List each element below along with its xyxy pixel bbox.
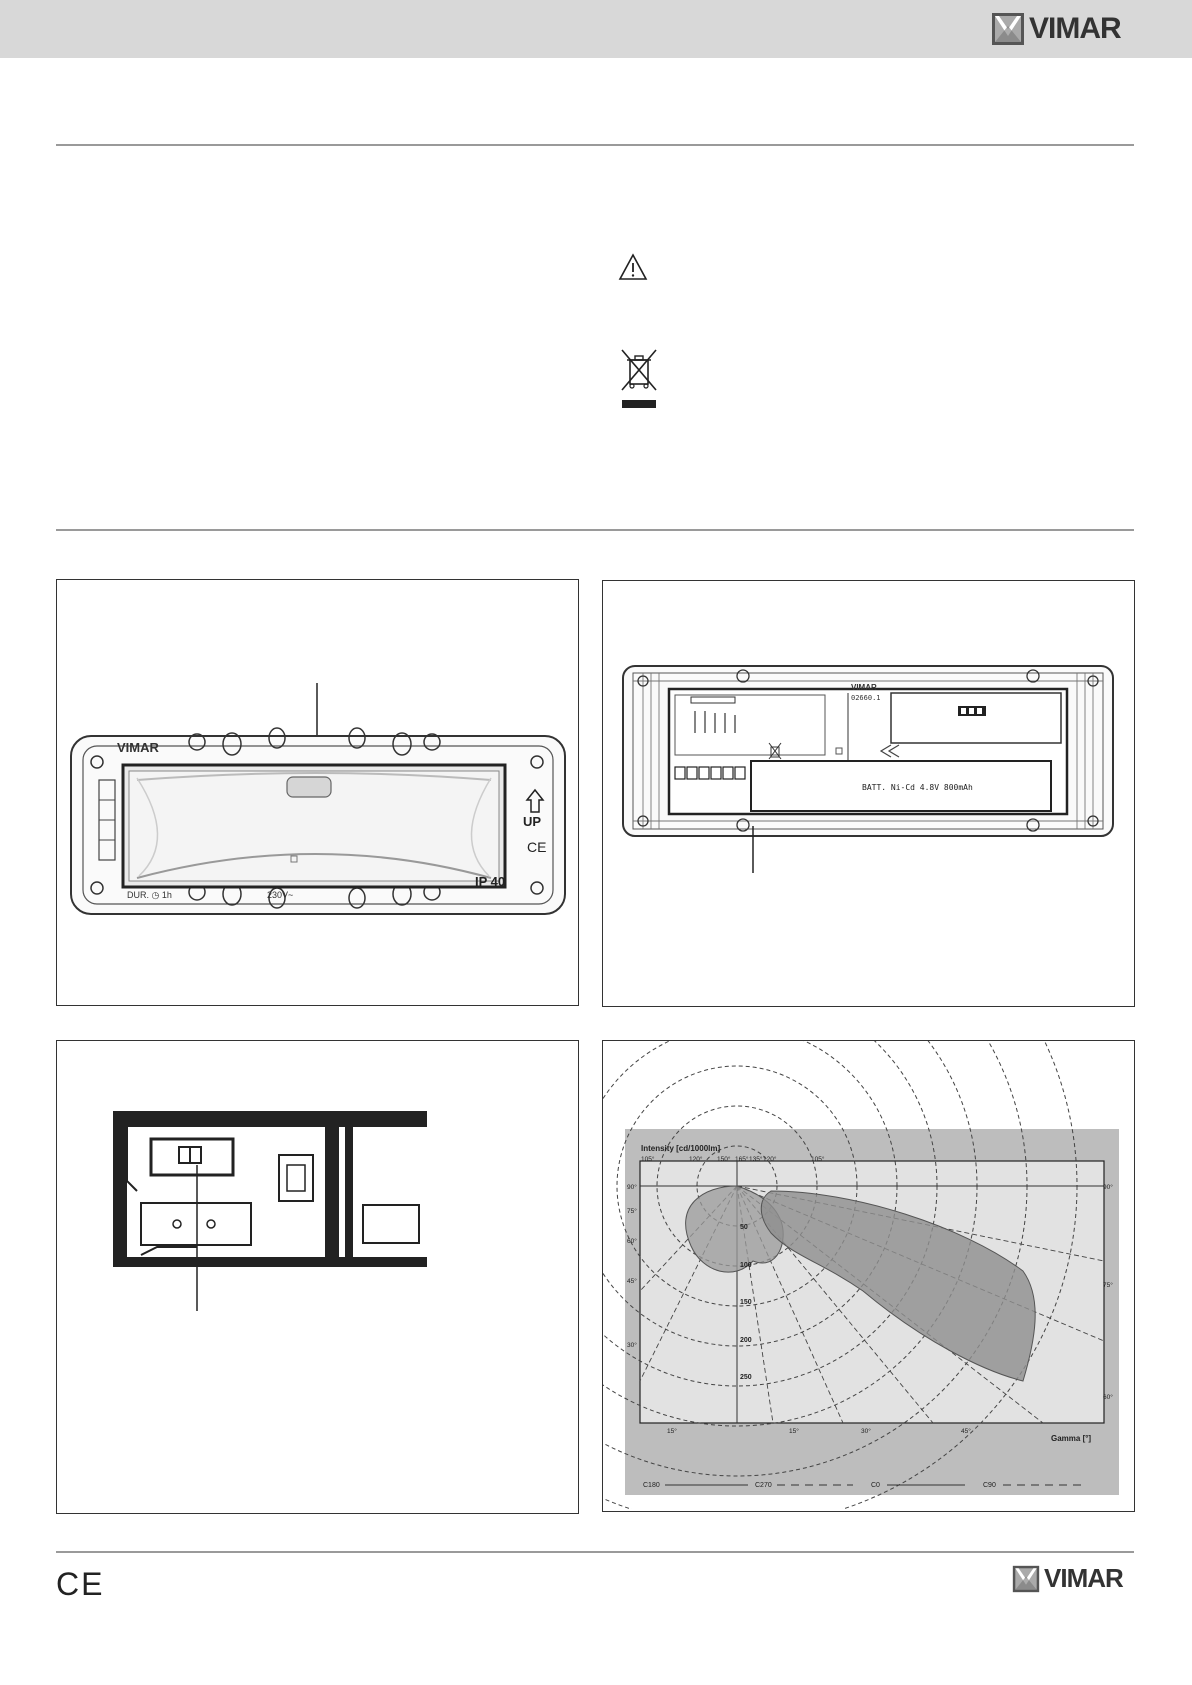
vimar-logo-icon xyxy=(991,12,1025,46)
front-brand: VIMAR xyxy=(117,740,159,755)
polar-top-angle-3: 165° xyxy=(735,1156,749,1163)
polar-left-angle-3: 45° xyxy=(627,1278,637,1285)
weee-bin-icon xyxy=(618,348,660,410)
footer-brand: VIMAR xyxy=(1044,1563,1123,1593)
polar-left-angle-1: 75° xyxy=(627,1208,637,1215)
polar-top-angle-0: 105° xyxy=(641,1156,655,1163)
divider-middle xyxy=(56,529,1134,531)
polar-bottom-angle-3: 45° xyxy=(961,1428,971,1435)
divider-footer xyxy=(56,1551,1134,1553)
polar-top-angle-1: 120° xyxy=(689,1156,703,1163)
polar-right-angle-1: 75° xyxy=(1103,1282,1113,1289)
front-ip-label: IP 40 xyxy=(475,874,506,889)
front-view-drawing xyxy=(57,580,577,1004)
polar-legend-c0: C0 xyxy=(871,1482,880,1489)
header-bar xyxy=(0,0,1192,58)
polar-radial-50: 50 xyxy=(740,1224,748,1231)
back-brand: VIMAR xyxy=(851,683,877,692)
header-brand: VIMAR xyxy=(1029,12,1121,45)
warning-icon xyxy=(618,253,648,281)
polar-legend-c270: C270 xyxy=(755,1482,772,1489)
footer-logo xyxy=(1012,1563,1123,1594)
polar-radial-250: 250 xyxy=(740,1374,752,1381)
ce-mark: CE xyxy=(56,1566,105,1602)
polar-radial-150: 150 xyxy=(740,1299,752,1306)
polar-diagram-drawing xyxy=(603,1041,1133,1509)
front-voltage-label: 230V~ xyxy=(267,890,294,900)
figure-front-view xyxy=(56,579,579,1006)
front-up-label: UP xyxy=(523,814,542,829)
polar-left-angle-2: 60° xyxy=(627,1238,637,1245)
front-ce-label: CE xyxy=(527,839,547,855)
polar-radial-200: 200 xyxy=(740,1337,752,1344)
polar-left-angle-4: 30° xyxy=(627,1342,637,1349)
figure-back-view xyxy=(602,580,1135,1007)
polar-bottom-angle-1: 15° xyxy=(789,1428,799,1435)
polar-top-angle-6: 105° xyxy=(811,1156,825,1163)
polar-right-angle-0: 90° xyxy=(1103,1184,1113,1191)
polar-top-angle-5: 120° xyxy=(763,1156,777,1163)
polar-legend-c90: C90 xyxy=(983,1482,996,1489)
polar-gamma-label: Gamma [°] xyxy=(1051,1434,1092,1443)
back-view-drawing xyxy=(603,581,1133,1005)
back-code: 02660.1 xyxy=(851,694,881,702)
polar-top-angle-2: 150° xyxy=(717,1156,731,1163)
polar-right-angle-2: 60° xyxy=(1103,1394,1113,1401)
detail-view-drawing xyxy=(57,1041,577,1511)
polar-radial-100: 100 xyxy=(740,1262,752,1269)
header-logo xyxy=(991,12,1121,46)
polar-bottom-angle-0: 15° xyxy=(667,1428,677,1435)
divider-top xyxy=(56,144,1134,146)
figure-detail-view xyxy=(56,1040,579,1514)
polar-top-angle-4: 135° xyxy=(749,1156,763,1163)
polar-legend-c180: C180 xyxy=(643,1482,660,1489)
back-battery-label: BATT. Ni-Cd 4.8V 800mAh xyxy=(862,783,973,792)
front-duration-label: DUR. ◷ 1h xyxy=(127,890,172,900)
polar-bottom-angle-2: 30° xyxy=(861,1428,871,1435)
polar-title: Intensity [cd/1000lm] xyxy=(641,1144,721,1153)
polar-left-angle-0: 90° xyxy=(627,1184,637,1191)
figure-polar-diagram xyxy=(602,1040,1135,1512)
vimar-logo-icon xyxy=(1012,1565,1040,1593)
